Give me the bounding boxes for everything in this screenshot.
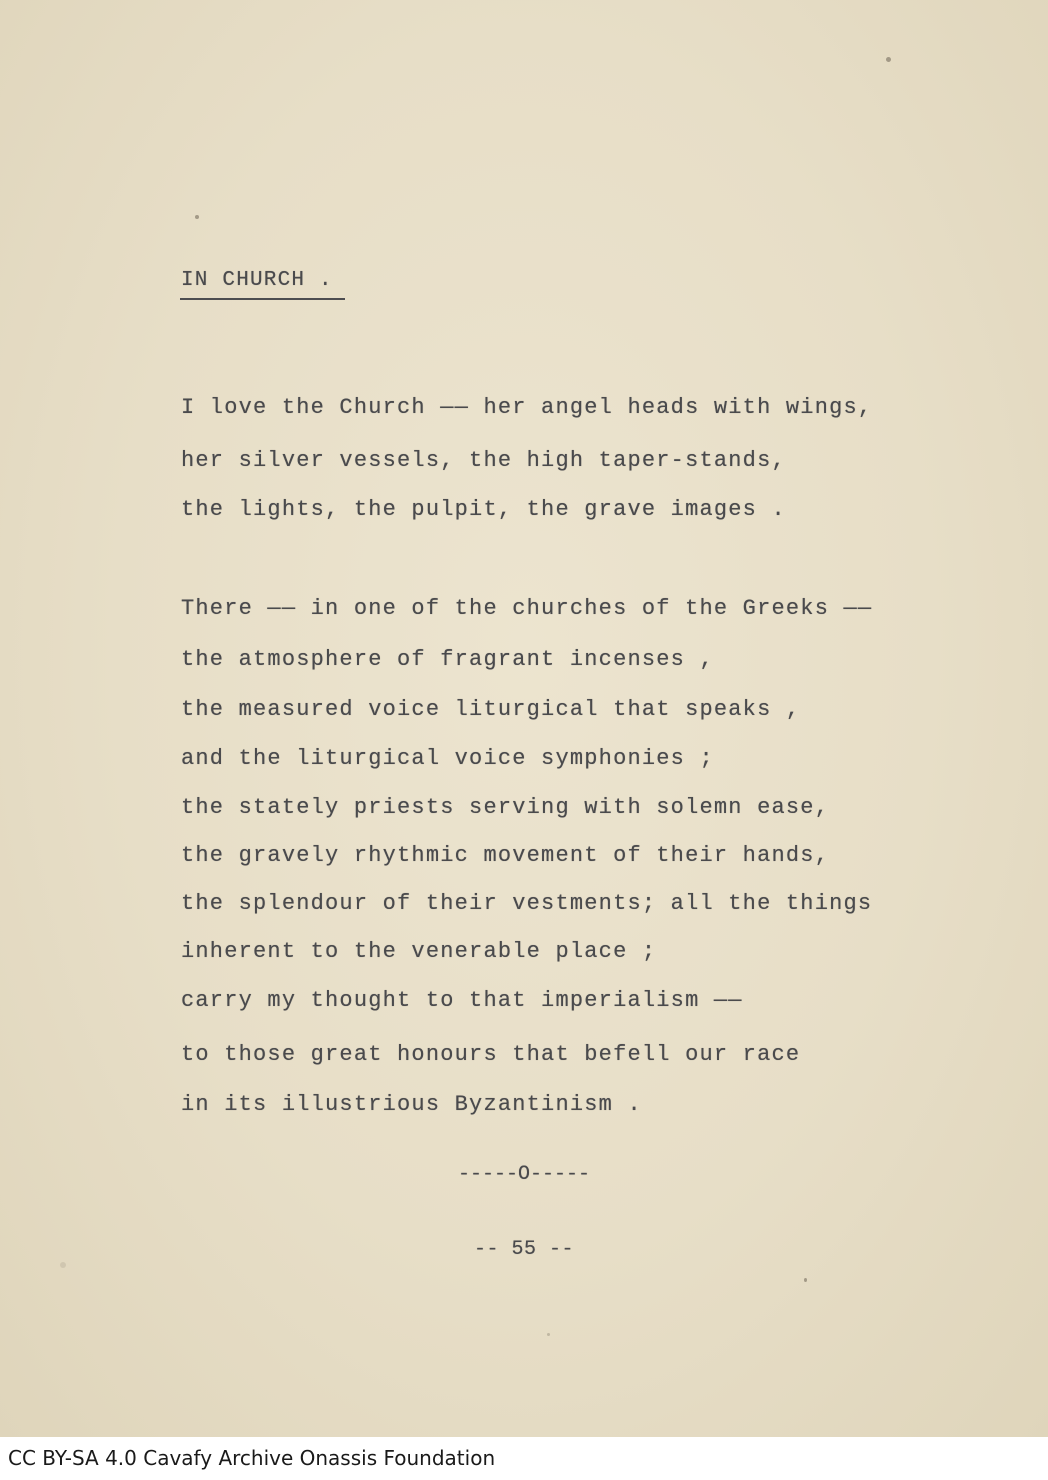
poem-line: and the liturgical voice symphonies ; xyxy=(181,746,714,771)
license-footer xyxy=(0,1437,1048,1480)
paper-speck xyxy=(886,57,891,62)
poem-line: I love the Church —— her angel heads with wings, xyxy=(181,395,873,420)
poem-line: carry my thought to that imperialism —— xyxy=(181,988,743,1013)
poem-line: the splendour of their vestments; all the things xyxy=(181,891,873,916)
title-underline xyxy=(180,298,345,300)
poem-line: the stately priests serving with solemn ease, xyxy=(181,795,830,820)
poem-line: her silver vessels, the high taper-stands, xyxy=(181,448,786,473)
poem-line: in its illustrious Byzantinism . xyxy=(181,1092,642,1117)
poem-title: IN CHURCH . xyxy=(181,269,333,292)
paper-speck xyxy=(547,1333,550,1336)
license-credit: CC BY-SA 4.0 Cavafy Archive Onassis Foundation xyxy=(8,1446,496,1470)
page-number: -- 55 -- xyxy=(473,1238,574,1261)
paper-speck xyxy=(195,215,199,219)
paper-speck xyxy=(60,1262,66,1268)
poem-line: There —— in one of the churches of the Greeks —— xyxy=(181,596,873,621)
paper-speck xyxy=(804,1278,807,1282)
poem-line: the atmosphere of fragrant incenses , xyxy=(181,647,714,672)
poem-line: the gravely rhythmic movement of their hands, xyxy=(181,843,830,868)
poem-line: to those great honours that befell our race xyxy=(181,1042,801,1067)
end-separator: -----O----- xyxy=(457,1163,591,1186)
poem-line: inherent to the venerable place ; xyxy=(181,939,657,964)
poem-line: the lights, the pulpit, the grave images . xyxy=(181,497,786,522)
poem-line: the measured voice liturgical that speaks , xyxy=(181,697,801,722)
